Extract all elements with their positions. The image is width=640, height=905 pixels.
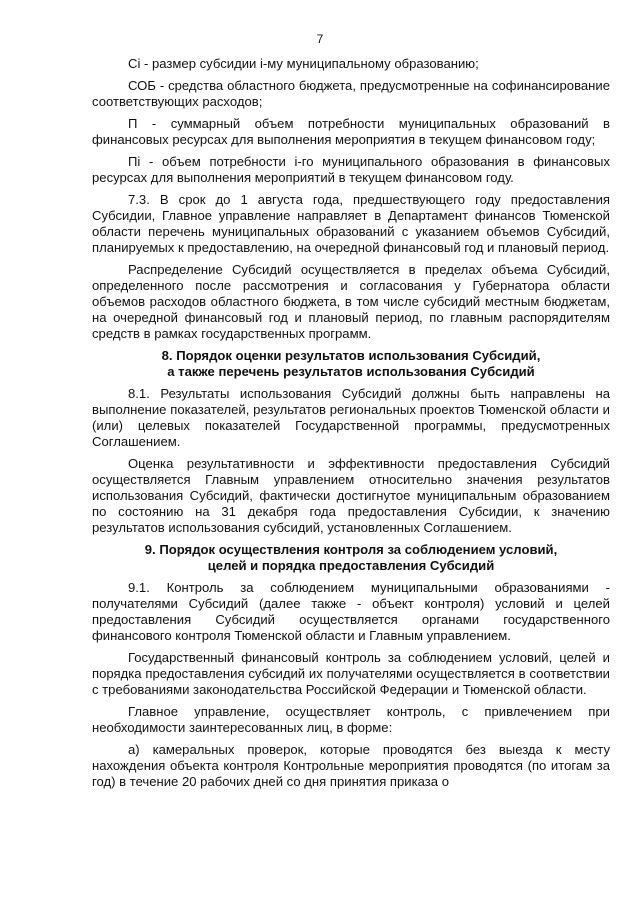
heading-line: целей и порядка предоставления Субсидий <box>207 558 495 573</box>
paragraph: а) камеральных проверок, которые проводятся без выезда к месту нахождения объекта контроля Контрольные мероприятия проводятся (по итогам за год) в течение 20 рабочих дней со дня принятия приказа о <box>92 742 610 789</box>
paragraph: СОБ - средства областного бюджета, предусмотренные на софинансирование соответствующих расходов; <box>92 78 610 109</box>
document-body <box>92 56 610 796</box>
paragraph: 9.1. Контроль за соблюдением муниципальными образованиями - получателями Субсидий (далее также - объект контроля) условий и целей предоставления Субсидий осуществляется органами государственного финансового контроля Тюменской области и Главным управлением. <box>92 580 610 643</box>
heading-line: 8. Порядок оценки результатов использования Субсидий, <box>161 348 541 363</box>
section-heading-9 <box>92 542 610 574</box>
paragraph: 8.1. Результаты использования Субсидий должны быть направлены на выполнение показателей, результатов региональных проектов Тюменской области и (или) целевых показателей Государственной программы, предусмотренных Соглашением. <box>92 386 610 449</box>
paragraph: Главное управление, осуществляет контроль, с привлечением при необходимости заинтересованных лиц, в форме: <box>92 704 610 735</box>
paragraph: Государственный финансовый контроль за соблюдением условий, целей и порядка предоставления субсидий их получателями осуществляется в соответствии с требованиями законодательства Российской Федерации и Тюменской области. <box>92 650 610 697</box>
heading-line: а также перечень результатов использования Субсидий <box>167 364 535 379</box>
paragraph: Оценка результативности и эффективности предоставления Субсидий осуществляется Главным управлением относительно значения результатов использования Субсидий, фактически достигнутое муниципальным образованием по состоянию на 31 декабря года предоставления Субсидии, к значению результатов использования субсидий, установленных Соглашением. <box>92 456 610 535</box>
paragraph: Ci - размер субсидии i-му муниципальному образованию; <box>128 56 479 71</box>
section-heading-8 <box>92 348 610 380</box>
paragraph: П - суммарный объем потребности муниципальных образований в финансовых ресурсах для выполнения мероприятия в текущем финансовом году; <box>92 116 610 147</box>
paragraph: 7.3. В срок до 1 августа года, предшествующего году предоставления Субсидии, Главное управление направляет в Департамент финансов Тюменской области перечень муниципальных образований с указанием объемов Субсидий, планируемых к предоставлению, на очередной финансовый год и плановый период. <box>92 192 610 255</box>
heading-line: 9. Порядок осуществления контроля за соблюдением условий, <box>144 542 558 557</box>
paragraph: Пi - объем потребности i-го муниципального образования в финансовых ресурсах для выполнения мероприятий в текущем финансовом году. <box>92 154 610 185</box>
page-number: 7 <box>316 32 324 46</box>
paragraph: Распределение Субсидий осуществляется в пределах объема Субсидий, определенного после рассмотрения и согласования у Губернатора области объемов расходов областного бюджета, в том числе субсидий местным бюджетам, на очередной финансовый год и плановый период, по главным распорядителям средств в рамках государственных программ. <box>92 262 610 341</box>
